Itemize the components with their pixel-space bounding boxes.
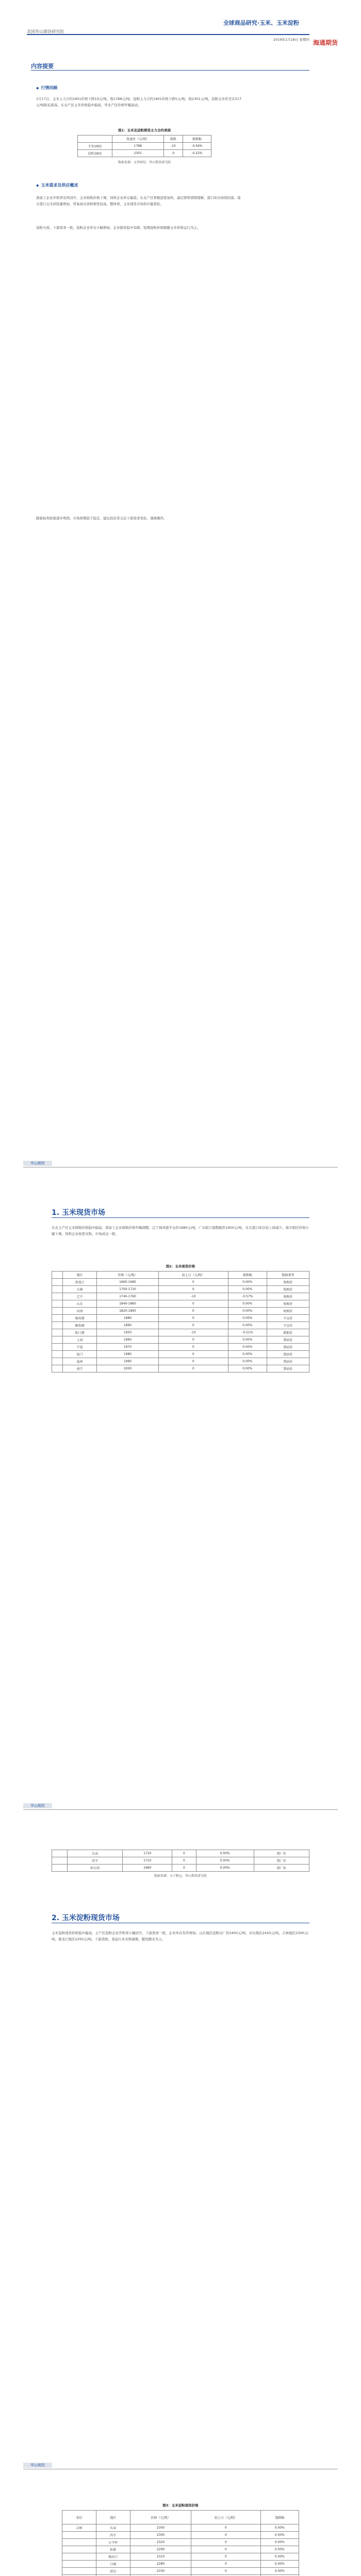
table-cell: 2310 [130,2553,191,2561]
spot-corn-text: 东北主产区玉米收购价格稳中偏弱，深加工企业收购价格窄幅调整。辽宁锦州港平仓价1880元/吨，广东蛇口港散船价1950元/吨，北方港口库存较上周减少。南方销区价格小幅下调，饲料企业按需采购，市场成交一般。 [52,1226,309,1236]
table-cell: 上海 [63,1336,97,1344]
table-note: 数据来源：天下粮仓，华山期货研究院 [154,1874,207,1878]
table-cell: 1970 [97,1344,158,1351]
table1-col-header: 涨跌 [163,135,183,143]
table-cell: 0.00% [228,1315,267,1322]
table-cell: 1700-1720 [97,1286,158,1293]
table-cell: 平仓价 [267,1315,309,1322]
table-col-header: 涨跌幅 [260,2511,299,2524]
table-cell: 1820-1840 [97,1308,158,1315]
table-row [62,2561,299,2568]
table-cell: 1720 [123,1850,172,1857]
table-cell [62,2546,96,2553]
table-row [62,2532,299,2539]
table-cell [62,2539,96,2546]
table-cell: 玉米1901 [78,143,112,150]
page-header-label: 华山期货 [23,1803,52,1808]
table-cell: 0 [191,2561,260,2568]
starch-text: 玉米淀粉现货价格稳中偏弱，主产区淀粉企业开机率小幅回升，下游需求一般，企业库存有所增加。山东地区淀粉出厂价2450元/吨，河北地区2420元/吨，吉林地区2300元/吨，黑龙江地区2250元/吨。下游造纸、食品行业采购谨慎，随用随采为主。 [52,1931,309,1941]
table-cell: 厦门 [63,1351,97,1358]
table-col-header [52,1272,63,1279]
table-cell: 吉林 [63,1286,97,1293]
table1-note: 数据来源：文华财经，华山期货研究院 [118,161,171,164]
table-cell [62,2532,96,2539]
table-cell: 松原 [96,2546,130,2553]
table-cell: 四平 [96,2532,130,2539]
table-col-header: 价格（元/吨） [97,1272,158,1279]
table-cell: 0.00% [228,1351,267,1358]
table-cell [52,1286,63,1293]
section-heading-spot-corn: 1. 玉米现货市场 [52,1209,105,1217]
table-cell: 到站价 [267,1336,309,1344]
table-cell: 0 [172,1865,196,1872]
table-cell [52,1315,63,1322]
table-cell: 2301 [112,150,163,157]
section2-text-c: 随着拍卖政策逐步明朗，市场预期趋于稳定，建议投资者关注下游需求变化，谨慎操作。 [36,516,167,520]
table-cell: 0 [172,1857,196,1865]
table-cell: 散船价 [267,1329,309,1336]
section-heading-rule [52,1217,309,1218]
table-cell: 山东 [63,1300,97,1308]
table-row [52,1344,309,1351]
table1-header-row [78,135,211,143]
table-cell: 0.00% [196,1865,254,1872]
table-cell: 蛇口港 [63,1329,97,1336]
table-cell: 黑龙江 [63,1279,97,1286]
table-cell: 1840-1860 [97,1300,158,1308]
table-cell: 0.00% [228,1279,267,1286]
table-row [62,2553,299,2561]
table-row [78,143,211,150]
table-header-row [52,1272,309,1279]
table-cell: 1990 [97,1358,158,1365]
table-cell [52,1865,68,1872]
table-cell: -5 [163,150,183,157]
table-cell: 到站价 [267,1365,309,1372]
report-subtitle: 美国华山期货研究院 [27,29,64,34]
table-cell: 0.00% [228,1365,267,1372]
table-cell: 1880 [97,1315,158,1322]
table-cell: 0.00% [228,1344,267,1351]
table-cell: 平仓价 [267,1322,309,1329]
table-cell: 延边 [96,2568,130,2575]
table-cell: 0 [172,1850,196,1857]
page-header-rule [23,1809,338,1810]
starch-price-table [62,2510,299,2576]
table-cell: 公主岭 [96,2539,130,2546]
table-cell: 2000 [97,1365,158,1372]
table-cell: 1710 [123,1857,172,1865]
table-row [62,2546,299,2553]
section-heading-starch: 2. 玉米淀粉现货市场 [52,1914,120,1922]
report-page-4 [0,2463,361,2576]
table-cell: 0.00% [228,1286,267,1293]
table-row [52,1329,309,1336]
table-cell: 0 [158,1286,228,1293]
table-cell: 2280 [130,2561,191,2568]
table-col-header: 涨跌幅 [228,1272,267,1279]
table1-col-header: 收盘价（元/吨） [112,135,163,143]
table-cell: 0.00% [228,1322,267,1329]
table-cell: 0 [158,1279,228,1286]
table-cell: 哈尔滨 [68,1865,123,1872]
report-page-3 [0,1803,361,2318]
table-cell: 到厂价 [254,1865,309,1872]
table-cell [52,1329,63,1336]
table-cell: 0.00% [260,2553,299,2561]
section1-text: 1月17日，玉米主力合约1901价格下跌10元/吨，收1788元/吨；淀粉主力合约1901价格下跌5元/吨，收2301元/吨，淀粉玉米价差在517元/吨附近震荡。东北产区玉米价格稳中偏弱，华北产区价格窄幅波动。 [36,97,242,107]
table1 [77,135,211,157]
section1-heading: ◆ 行情回顾 [36,86,58,90]
table-cell: 1980 [97,1351,158,1358]
table-row [52,1286,309,1293]
table-row [52,1322,309,1329]
table-cell: 0.00% [260,2524,299,2532]
table-cell [62,2561,96,2568]
table-cell: 0.00% [228,1358,267,1365]
table-cell: -0.22% [183,150,211,157]
table-cell: -10 [158,1293,228,1300]
table-cell: 辽宁 [63,1293,97,1300]
section2-text: 深加工企业开机率有所回升，玉米收购价格下调，饲料企业库存偏低；东北产区售粮进度加快，基层惜售情绪缓解，港口库存持续回落。南方港口玉米到货量增加，贸易商出货积极性较高。整体看，玉米现货市场供应偏宽松。 [36,196,241,206]
table1-col-header [78,135,112,143]
table-cell: 0 [158,1315,228,1322]
table-cell: 鲅鱼圈 [63,1322,97,1329]
table-cell: 长春 [96,2524,130,2532]
table-cell: 收购价 [267,1300,309,1308]
summary-heading: 内容提要 [31,63,54,70]
table-col-header: 地区 [63,1272,97,1279]
report-page-2 [0,1161,361,1676]
table-cell: 1960 [97,1336,158,1344]
table-cell [62,2553,96,2561]
table-row [62,2524,299,2532]
report-title: 全球商品研究·玉米、玉米淀粉 [223,20,299,26]
table-cell: 0 [191,2524,260,2532]
table-cell: 0 [191,2568,260,2575]
table-cell: 1680 [123,1865,172,1872]
section2-text-b: 淀粉方面，下游需求一般，淀粉企业库存小幅增加，企业报价稳中有降，短期淀粉价格跟随玉米价格运行为主。 [36,226,201,230]
table-row [52,1315,309,1322]
table-cell: 梅河口 [96,2553,130,2561]
table-cell: 0.00% [260,2561,299,2568]
table-col-header: 较上日（元/吨） [158,1272,228,1279]
table-row [52,1857,309,1865]
table-cell [52,1293,63,1300]
table-cell: 0.00% [260,2568,299,2575]
report-date: 2019年1月18日 星期四 [273,38,309,42]
table-cell: 0 [158,1365,228,1372]
bullet-icon: ◆ [36,86,39,90]
table-cell [52,1365,63,1372]
spot-corn-table-continued [52,1850,309,1872]
table-header-row [62,2511,299,2524]
table-cell: 收购价 [267,1286,309,1293]
table-cell: 0.00% [260,2546,299,2553]
table-cell: 到站价 [267,1344,309,1351]
bullet-icon: ◆ [36,183,39,188]
table-cell: 0 [158,1358,228,1365]
table-cell [52,1300,63,1308]
table-cell [52,1279,63,1286]
summary-rule [31,70,309,71]
table-cell: 南宁 [63,1365,97,1372]
table-cell [52,1308,63,1315]
table-col-header: 数据类型 [267,1272,309,1279]
table-col-header: 较上日（元/吨） [191,2511,260,2524]
table-cell: 1740-1760 [97,1293,158,1300]
table-cell: 0 [191,2532,260,2539]
table-cell: 四平 [68,1857,123,1865]
table-cell: 0.00% [228,1336,267,1344]
table-cell [52,1857,68,1865]
table-cell: 1890 [97,1322,158,1329]
table-row [52,1293,309,1300]
table-cell [52,1322,63,1329]
table-row [62,2568,299,2575]
table-cell: 收购价 [267,1279,309,1286]
table-cell: 到厂价 [254,1850,309,1857]
table-cell [52,1336,63,1344]
table-cell: 福州 [63,1358,97,1365]
table-cell: 0.00% [260,2539,299,2546]
table-cell: 0 [191,2539,260,2546]
table-row [52,1351,309,1358]
table-row [52,1300,309,1308]
table-cell: 0 [158,1336,228,1344]
table-cell: 2330 [130,2568,191,2575]
table-row [52,1850,309,1857]
table-cell: 到站价 [267,1358,309,1365]
table-cell: 0 [158,1344,228,1351]
table-row [52,1308,309,1315]
table-cell: 淀粉1901 [78,150,112,157]
page-header-label: 华山期货 [23,2463,52,2468]
table-row [52,1336,309,1344]
table-cell: 0.00% [260,2532,299,2539]
table-cell: 0 [158,1351,228,1358]
table-cell: 0.00% [196,1857,254,1865]
table-row [78,150,211,157]
table-cell: 到站价 [267,1351,309,1358]
table-cell: 吉林 [62,2524,96,2532]
table-cell: 2290 [130,2546,191,2553]
table-cell: 2300 [130,2524,191,2532]
table-cell [52,1351,63,1358]
table-col-header: 地区 [96,2511,130,2524]
table-cell: 1660-1680 [97,1279,158,1286]
table-row [52,1279,309,1286]
table-cell: 到厂价 [254,1857,309,1865]
table-cell: 0.00% [228,1300,267,1308]
table-cell: 河南 [63,1308,97,1315]
table-cell: 0 [158,1322,228,1329]
header-rule [27,34,309,35]
page-header-label: 华山期货 [23,1161,52,1166]
table-cell: -0.56% [183,143,211,150]
table-cell: 1788 [112,143,163,150]
company-logo: 海通期货 [313,39,338,46]
table-cell: 0 [158,1308,228,1315]
table-cell: 2300 [130,2532,191,2539]
table-cell: -0.57% [228,1293,267,1300]
table-cell: 0.00% [228,1308,267,1315]
table2-caption: 图2：玉米现货价格 [166,1264,195,1268]
table-cell: -0.51% [228,1329,267,1336]
table-cell [62,2568,96,2575]
table-cell: 锦州港 [63,1315,97,1322]
table-cell [52,1344,63,1351]
table-cell: 白城 [96,2561,130,2568]
table-cell: 0.00% [196,1850,254,1857]
table-row [62,2539,299,2546]
section2-heading: ◆ 玉米需求及供应概述 [36,183,78,188]
table-cell: 宁波 [63,1344,97,1351]
table1-col-header: 涨跌幅 [183,135,211,143]
table-row [52,1365,309,1372]
spot-corn-table [52,1271,309,1372]
table-cell: 收购价 [267,1308,309,1315]
table-row [52,1865,309,1872]
table3-caption: 图3：玉米淀粉现货价格 [162,2503,199,2507]
table-cell: -10 [158,1329,228,1336]
table-cell: 0 [191,2546,260,2553]
report-page-1 [0,0,361,824]
table-row [52,1358,309,1365]
table-cell: 0 [191,2553,260,2561]
table1-caption: 图1：玉米及淀粉期货主力合约表现 [118,128,171,132]
table-cell [52,1850,68,1857]
table-cell: -10 [163,143,183,150]
table-cell: 1950 [97,1329,158,1336]
table-cell [52,1358,63,1365]
table-col-header: 价格（元/吨） [130,2511,191,2524]
table-cell: 长春 [68,1850,123,1857]
table-col-header: 省份 [62,2511,96,2524]
table-cell: 2320 [130,2539,191,2546]
table-cell: 0 [158,1300,228,1308]
table-cell: 收购价 [267,1293,309,1300]
